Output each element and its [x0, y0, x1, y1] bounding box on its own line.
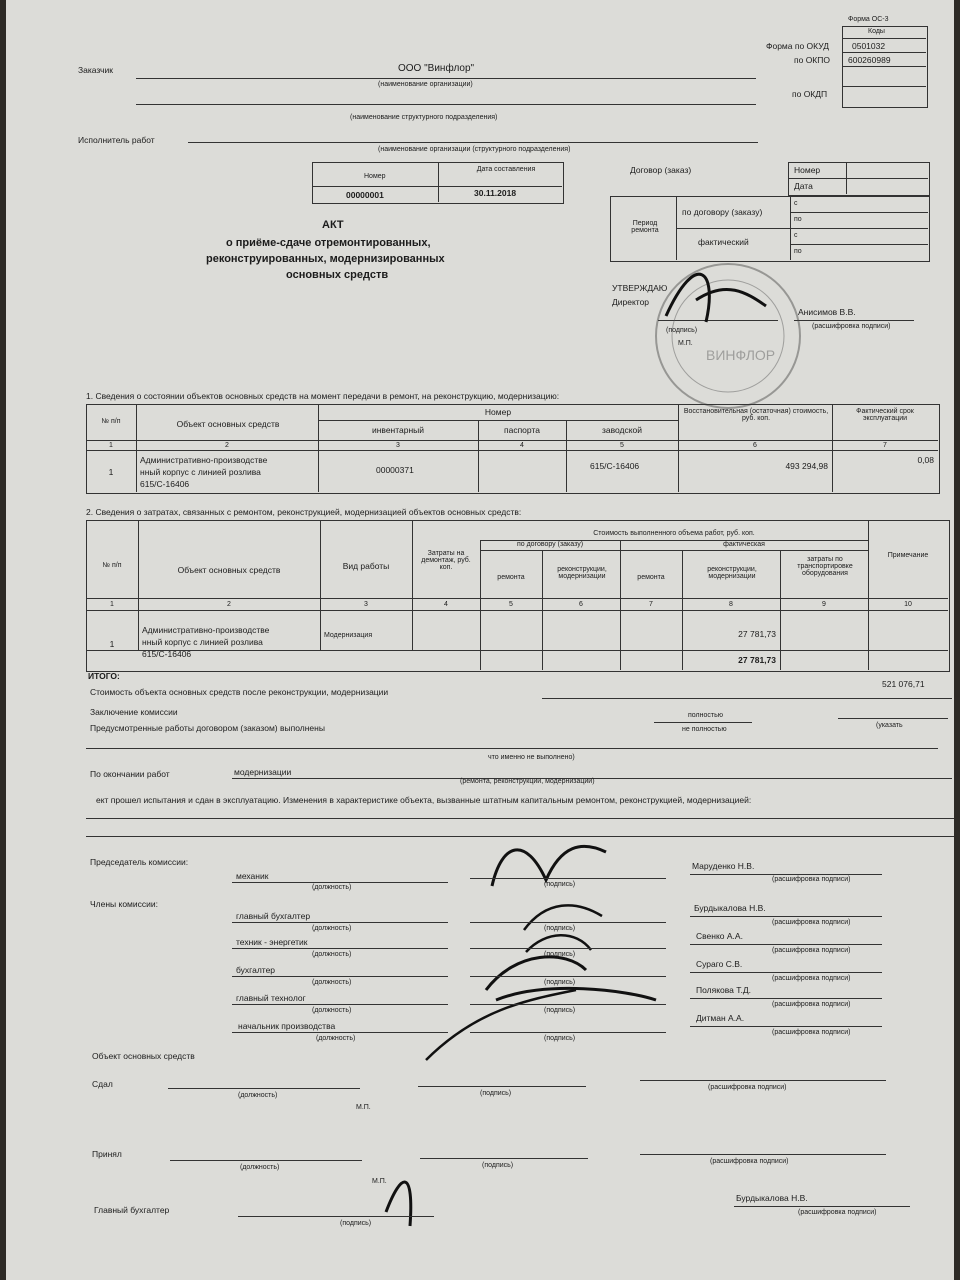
- doc-title-line3: реконструированных, модернизированных: [206, 253, 445, 265]
- section1-title: 1. Сведения о состоянии объектов основных средств на момент передачи в ремонт, на реконструкцию, модернизацию:: [86, 391, 560, 401]
- member-name-3: Сураго С.В.: [696, 959, 743, 969]
- members-label: Члены комиссии:: [90, 899, 159, 909]
- cost-after-label: Стоимость объекта основных средств после реконструкции, модернизации: [90, 687, 389, 697]
- okdp-label: по ОКДП: [792, 89, 828, 99]
- member-position-2: техник - энергетик: [236, 937, 308, 947]
- contract-date-label: Дата: [794, 181, 813, 191]
- chair-position: механик: [236, 871, 269, 881]
- subdivision-caption: (наименование структурного подразделения): [350, 114, 498, 121]
- s1-factory: 615/С-16406: [590, 461, 640, 471]
- company-seal: [656, 264, 800, 408]
- codes-label: Коды: [868, 28, 885, 35]
- doc-number-label: Номер: [364, 173, 386, 180]
- planned-works-label: Предусмотренные работы договором (заказом) выполнены: [90, 723, 325, 733]
- s1-row-num: 1: [108, 467, 114, 477]
- object-label: Объект основных средств: [92, 1051, 195, 1061]
- customer-value: ООО "Винфлор": [398, 63, 475, 74]
- object-test-text: ект прошел испытания и сдан в эксплуатацию. Изменения в характеристике объекта, вызванные штатным капитальным ремонтом, реконструкцией, модернизацией:: [96, 795, 752, 805]
- commission-conclusion-label: Заключение комиссии: [90, 707, 178, 717]
- actual-label: фактический: [698, 237, 749, 247]
- doc-title-line2: о приёме-сдаче отремонтированных,: [226, 237, 431, 249]
- doc-date-value: 30.11.2018: [474, 188, 517, 198]
- fully-option: полностью: [688, 712, 723, 719]
- by-contract-label: по договору (заказу): [682, 207, 763, 217]
- contract-number-label: Номер: [794, 165, 821, 175]
- chair-name: Маруденко Н.В.: [692, 861, 755, 871]
- org-caption: (наименование организации): [378, 81, 473, 88]
- doc-number-value: 00000001: [346, 190, 384, 200]
- seal-text: ВИНФЛОР: [706, 347, 776, 363]
- okud-value: 0501032: [852, 41, 886, 51]
- s2-row-num: 1: [109, 639, 115, 649]
- member-name-2: Свенко А.А.: [696, 931, 743, 941]
- approve-label: УТВЕРЖДАЮ: [612, 283, 668, 293]
- s1-life: 0,08: [917, 455, 934, 465]
- director-name: Анисимов В.В.: [798, 307, 856, 317]
- okud-label: Форма по ОКУД: [766, 41, 829, 51]
- contractor-label: Исполнитель работ: [78, 135, 155, 145]
- received-label: Принял: [92, 1149, 122, 1159]
- total-value: 27 781,73: [738, 655, 776, 665]
- member-name-5: Дитман А.А.: [696, 1013, 745, 1023]
- doc-date-label: Дата составления: [476, 166, 536, 173]
- repair-period-label: Период ремонта: [631, 220, 659, 234]
- customer-label: Заказчик: [78, 65, 113, 75]
- member-position-4: главный технолог: [236, 993, 306, 1003]
- s1-restore: 493 294,98: [785, 461, 828, 471]
- member-name-1: Бурдыкалова Н.В.: [694, 903, 766, 913]
- member-name-4: Полякова Т.Д.: [696, 985, 751, 995]
- s2-recon-actual: 27 781,73: [738, 629, 776, 639]
- contractor-caption: (наименование организации (структурного подразделения): [378, 146, 571, 153]
- chair-label: Председатель комиссии:: [90, 857, 189, 867]
- finish-value: модернизации: [234, 767, 292, 777]
- document-page: Форма ОС-3 Коды Форма по ОКУД 0501032 по ОКПО 600260989 по ОКДП Заказчик ООО "Винфлор" (наименование организации) (наименование структурного подразделения) Исполнитель работ (наименование организации (структурного подразделения) Номер Дата составления 00000001 30.11.2018 Договор (заказ) Номер Дата Период ремонта по договору (заказу) фактический с по с по АКТ о приёме-сдаче отремонтированных, реконструированных, модернизированных основных средств УТВЕРЖДАЮ Директор Анисимов В.В. (подпись) (расшифровка подписи) М.П. ВИНФЛОР 1. Сведения о состоянии объектов основных средств на момент передачи в ремонт, на реконструкцию, модернизацию: № п/п Объект основных средств Номер инвентарный паспорта заводской Восстановительная (остаточная) стоимость, руб. коп. Фактический срок эксплуатации 1 2 3 4 5 6 7 1 Административно-производстве нный корпус с линией розлива 615/С-16406 00000371 615/С-16406 493 294,98 0,08 2. Сведения о затратах, связанных с ремонтом, реконструкцией, модернизацией объектов основных средств: № п/п Объект основных средств Вид работы Затраты на демонтаж, руб. коп. Стоимость выполненного объема работ, руб. коп. по договору (заказу) фактическая ремонта реконструкции, модернизации ремонта реконструкции, модернизации затраты по транспортировке оборудования Примечание 1 2 3 4 5 6 7 8 9 10 1 Административно-производстве нный корпус с линией розлива 615/С-16406 Модернизация 27 781,73 ИТОГО: 27 781,73 Стоимость объекта основных средств после реконструкции, модернизации 521 076,71 Заключение комиссии Предусмотренные работы договором (заказом) выполнены полностью не полностью (указать что именно не выполнено) По окончании работ модернизации (ремонта, реконструкции, модернизации) ект прошел испытания и сдан в эксплуатацию. Изменения в характеристике объекта, вызванные штатным капитальным ремонтом, реконструкцией, модернизацией: Председатель комиссии: механик (должность) (подпись) Маруденко Н.В. (расшифровка подписи) Члены комиссии: главный бухгалтер (должность) (подпись) Бурдыкалова Н.В. (расшифровка подписи) техник - энергетик (должность) (подпись) Свенко А.А. (расшифровка подписи) бухгалтер (должность) (подпись) Сураго С.В. (расшифровка подписи) главный технолог (должность) (подпись) Полякова Т.Д. (расшифровка подписи) начальник производства (должность) (подпись) Дитман А.А. (расшифровка подписи) Объект основных средств Сдал (должность) (подпись) (расшифровка подписи) М.П. Принял (должность) (подпись) (расшифровка подписи) М.П. Главный бухгалтер (подпись) Бурдыкалова Н.В. (расшифровка подписи): [6, 0, 954, 1280]
- chief-accountant-name: Бурдыкалова Н.В.: [736, 1193, 808, 1203]
- accountant-signature: [386, 1182, 411, 1226]
- doc-title: АКТ: [322, 219, 344, 231]
- gave-label: Сдал: [92, 1079, 113, 1089]
- total-label: ИТОГО:: [88, 671, 120, 681]
- okpo-value: 600260989: [848, 55, 891, 65]
- finish-label: По окончании работ: [90, 769, 170, 779]
- member-signature-2: [526, 935, 591, 952]
- approve-position: Директор: [612, 297, 650, 307]
- chief-accountant-label: Главный бухгалтер: [94, 1205, 170, 1215]
- s1-inventory: 00000371: [376, 465, 414, 475]
- member-position-5: начальник производства: [238, 1021, 336, 1031]
- okpo-label: по ОКПО: [794, 55, 830, 65]
- form-label: Форма ОС-3: [848, 16, 889, 23]
- member-position-3: бухгалтер: [236, 965, 276, 975]
- section2-title: 2. Сведения о затратах, связанных с ремонтом, реконструкцией, модернизацией объектов основных средств:: [86, 507, 522, 517]
- not-fully-option: не полностью: [682, 726, 727, 733]
- doc-title-line4: основных средств: [286, 269, 389, 281]
- contract-label: Договор (заказ): [630, 165, 692, 175]
- member-signature-4: [426, 990, 576, 1060]
- s2-work: Модернизация: [324, 632, 373, 639]
- member-position-1: главный бухгалтер: [236, 911, 311, 921]
- cost-after-value: 521 076,71: [882, 679, 925, 689]
